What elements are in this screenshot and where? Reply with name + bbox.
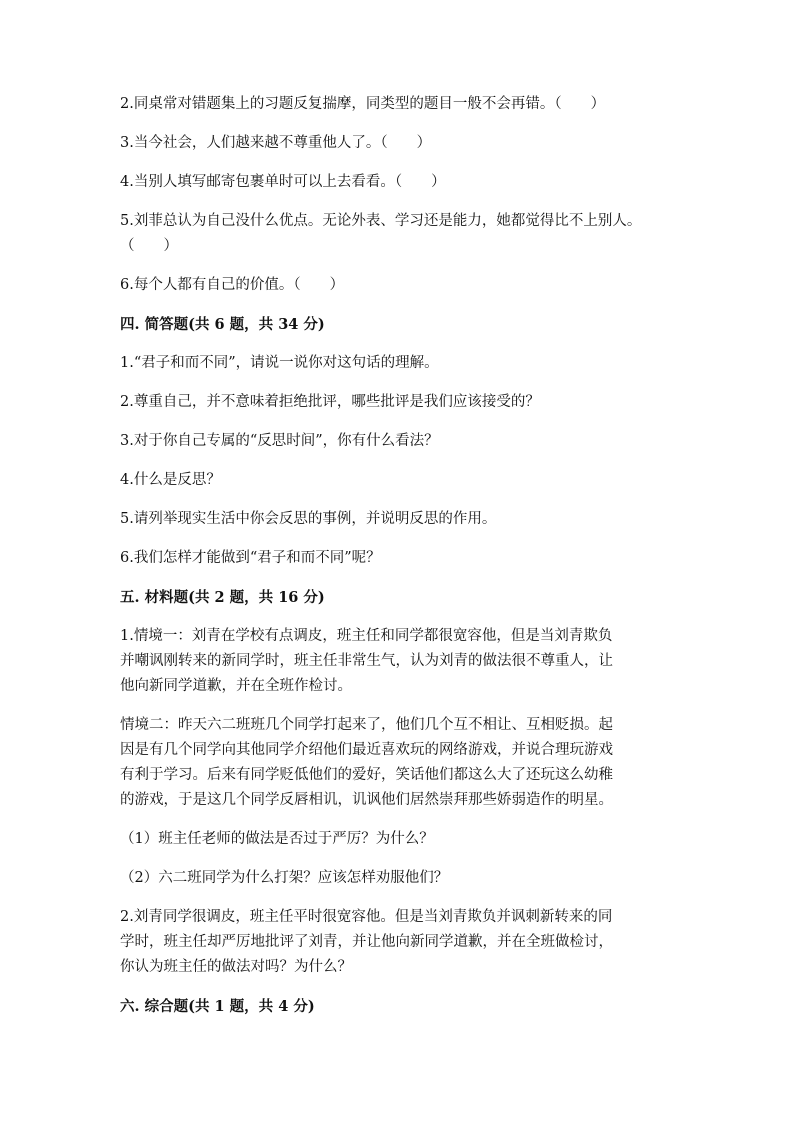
short-answer-item-3: 3.对于你自己专属的“反思时间”，你有什么看法？	[120, 433, 439, 449]
material-q2	[120, 905, 680, 980]
scenario-2-line: 因是有几个同学向其他同学介绍他们最近喜欢玩的网络游戏，并说合理玩游戏	[120, 742, 613, 758]
material-q2-line: 学时，班主任却严厉地批评了刘青，并让他向新同学道歉，并在全班做检讨，	[120, 934, 613, 950]
material-q1-scenario-1	[120, 624, 680, 699]
section-6-heading: 六. 综合题(共 1 题，共 4 分)	[120, 998, 315, 1015]
scenario-2-line: 的游戏，于是这几个同学反唇相讥，讥讽他们居然崇拜那些娇弱造作的明星。	[120, 792, 613, 808]
scenario-1-line: 并嘲讽刚转来的新同学时，班主任非常生气，认为刘青的做法很不尊重人，让	[120, 653, 613, 669]
material-q1-scenario-2	[120, 713, 680, 813]
section-4-heading: 四. 简答题(共 6 题，共 34 分)	[120, 316, 325, 333]
judgment-item-5: 5.刘菲总认为自己没什么优点。无论外表、学习还是能力，她都觉得比不上别人。（ ）	[120, 213, 642, 254]
short-answer-item-2: 2.尊重自己，并不意味着拒绝批评，哪些批评是我们应该接受的？	[120, 394, 540, 410]
judgment-item-3: 3.当今社会，人们越来越不尊重他人了。（ ）	[120, 135, 432, 151]
scenario-1-line: 1.情境一：刘青在学校有点调皮，班主任和同学都很宽容他，但是当刘青欺负	[120, 628, 613, 644]
judgment-item-2: 2.同桌常对错题集上的习题反复揣摩，同类型的题目一般不会再错。（ ）	[120, 96, 606, 112]
section-5-heading: 五. 材料题(共 2 题，共 16 分)	[120, 589, 325, 606]
short-answer-item-6: 6.我们怎样才能做到“君子和而不同”呢？	[120, 550, 381, 566]
material-q2-line: 2.刘青同学很调皮，班主任平时很宽容他。但是当刘青欺负并讽刺新转来的同	[120, 909, 613, 925]
short-answer-item-5: 5.请列举现实生活中你会反思的事例，并说明反思的作用。	[120, 511, 497, 527]
judgment-item-4: 4.当别人填写邮寄包裹单时可以上去看看。（ ）	[120, 174, 446, 190]
scenario-2-line: 情境二：昨天六二班班几个同学打起来了，他们几个互不相让、互相贬损。起	[120, 717, 613, 733]
judgment-item-6: 6.每个人都有自己的价值。（ ）	[120, 277, 345, 293]
material-q1-sub-question-1: （1）班主任老师的做法是否过于严厉？为什么？	[120, 831, 434, 847]
exam-page	[120, 92, 680, 1019]
material-q2-line: 你认为班主任的做法对吗？为什么？	[120, 959, 352, 975]
short-answer-item-4: 4.什么是反思？	[120, 472, 221, 488]
scenario-1-line: 他向新同学道歉，并在全班作检讨。	[120, 678, 352, 694]
scenario-2-line: 有利于学习。后来有同学贬低他们的爱好，笑话他们都这么大了还玩这么幼稚	[120, 767, 613, 783]
short-answer-item-1: 1.“君子和而不同”，请说一说你对这句话的理解。	[120, 355, 439, 371]
material-q1-sub-question-2: （2）六二班同学为什么打架？应该怎样劝服他们？	[120, 870, 449, 886]
